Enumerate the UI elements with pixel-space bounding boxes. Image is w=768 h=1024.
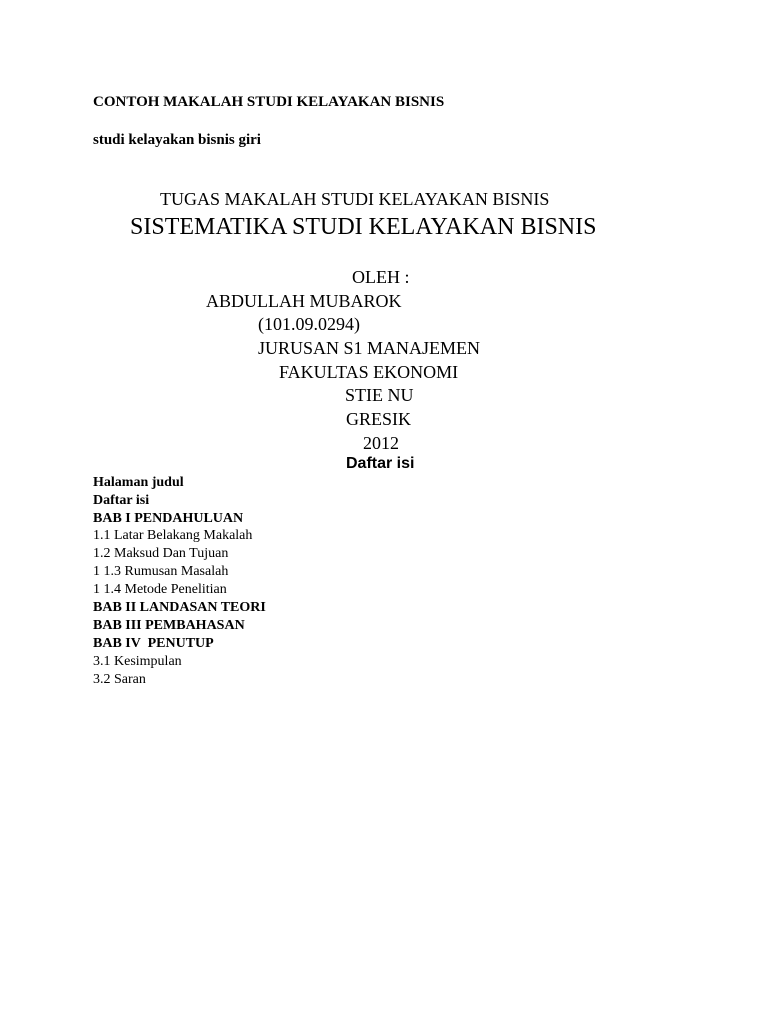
toc-item-bab-2: BAB II LANDASAN TEORI [93, 600, 266, 615]
toc-item-daftar-isi: Daftar isi [93, 493, 150, 508]
toc-item-bab-3: BAB III PEMBAHASAN [93, 618, 245, 633]
cover-institution: STIE NU [345, 385, 414, 405]
cover-year: 2012 [363, 433, 399, 453]
toc-title: Daftar isi [346, 455, 415, 472]
cover-author: ABDULLAH MUBAROK [206, 291, 402, 311]
toc-item-3-2: 3.2 Saran [93, 672, 146, 687]
document-subheading: studi kelayakan bisnis giri [93, 132, 261, 148]
toc-item-1-4: 1 1.4 Metode Penelitian [93, 582, 227, 597]
toc-item-1-2: 1.2 Maksud Dan Tujuan [93, 546, 229, 561]
cover-title: SISTEMATIKA STUDI KELAYAKAN BISNIS [130, 214, 597, 240]
cover-city: GRESIK [346, 409, 412, 429]
cover-faculty: FAKULTAS EKONOMI [279, 362, 459, 382]
toc-item-1-1: 1.1 Latar Belakang Makalah [93, 528, 253, 543]
cover-student-id: (101.09.0294) [258, 314, 360, 334]
toc-item-bab-4: BAB IV PENUTUP [93, 636, 214, 651]
cover-subtitle: TUGAS MAKALAH STUDI KELAYAKAN BISNIS [160, 189, 550, 209]
cover-by-label: OLEH : [352, 267, 410, 287]
toc-item-halaman-judul: Halaman judul [93, 475, 184, 490]
toc-item-1-3: 1 1.3 Rumusan Masalah [93, 564, 229, 579]
cover-department: JURUSAN S1 MANAJEMEN [258, 338, 481, 358]
toc-item-3-1: 3.1 Kesimpulan [93, 654, 182, 669]
document-heading: CONTOH MAKALAH STUDI KELAYAKAN BISNIS [93, 94, 445, 110]
toc-item-bab-1: BAB I PENDAHULUAN [93, 511, 244, 526]
